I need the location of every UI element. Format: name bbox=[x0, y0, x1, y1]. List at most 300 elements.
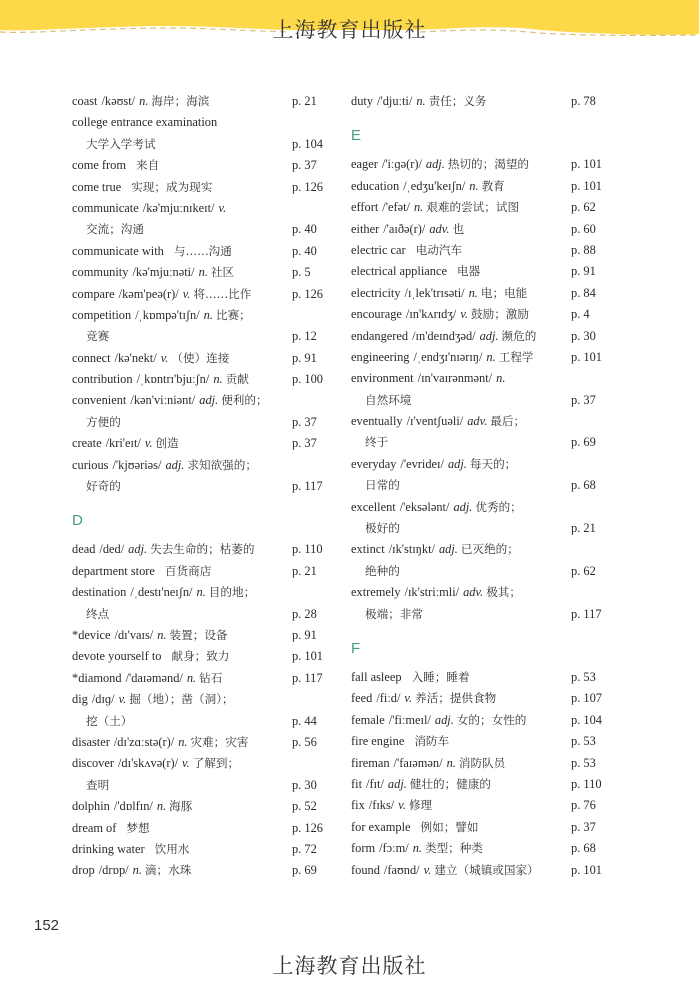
entry-meaning: 养活；提供食物 bbox=[415, 691, 497, 706]
entry-pos: adj. bbox=[479, 328, 499, 343]
entry-pos: v. bbox=[160, 350, 169, 365]
entry-ipa: /dɪ'vaɪs/ bbox=[114, 627, 154, 642]
entry-ipa: /'dɒlfɪn/ bbox=[113, 799, 153, 814]
entry-page: p. 53 bbox=[571, 669, 596, 684]
entry-page: p. 12 bbox=[292, 329, 317, 344]
entry-meaning: 艰难的尝试；试图 bbox=[426, 200, 520, 215]
entry-meaning-cont: 方便的 bbox=[86, 414, 121, 429]
entry-ipa: /'djuːti/ bbox=[377, 94, 413, 108]
entry-word: encourage bbox=[351, 307, 402, 322]
entry-pos: n. bbox=[203, 307, 213, 322]
entry-meaning: 百货商店 bbox=[164, 563, 212, 578]
entry-meaning: 交流；沟通 bbox=[86, 222, 144, 237]
entry-page: p. 117 bbox=[292, 670, 323, 685]
entry-word: extinct bbox=[351, 542, 385, 557]
entry-pos: v. bbox=[118, 692, 127, 707]
entry-word: competition bbox=[72, 307, 132, 322]
entry-word: electrical appliance bbox=[351, 264, 447, 279]
glossary-entry bbox=[72, 348, 337, 369]
section-heading-e: E bbox=[351, 127, 362, 145]
entry-page: p. 101 bbox=[571, 349, 602, 364]
glossary-entry bbox=[72, 818, 337, 839]
entry-word: fireman bbox=[351, 755, 390, 770]
entry-page: p. 101 bbox=[292, 649, 323, 664]
entry-pos: n. bbox=[186, 670, 197, 685]
page-number: 152 bbox=[34, 917, 60, 934]
entry-meaning: 滴；水珠 bbox=[144, 863, 192, 878]
entry-pos: n. bbox=[468, 285, 478, 300]
entry-page: p. 53 bbox=[571, 755, 596, 770]
entry-ipa: /ɪ'ventʃuəli/ bbox=[406, 414, 464, 429]
entry-pos: n. bbox=[196, 585, 206, 600]
glossary-entry bbox=[72, 668, 337, 689]
entry-meaning: 海豚 bbox=[169, 799, 193, 814]
entry-page: p. 30 bbox=[571, 328, 596, 343]
entry-meaning: 创造 bbox=[155, 436, 179, 451]
entry-pos: v. bbox=[144, 436, 153, 451]
entry-word: destination bbox=[72, 585, 127, 600]
glossary-entry bbox=[72, 582, 337, 625]
entry-page: p. 126 bbox=[292, 286, 323, 301]
entry-page: p. 21 bbox=[292, 563, 317, 578]
entry-meaning: 求知欲强的； bbox=[187, 457, 257, 472]
entry-pos: adj. bbox=[199, 393, 219, 408]
entry-word: electricity bbox=[351, 285, 401, 300]
entry-pos: n. bbox=[446, 755, 456, 770]
entry-page: p. 84 bbox=[571, 285, 596, 300]
entry-word: dead bbox=[72, 542, 96, 557]
entry-word: create bbox=[72, 436, 102, 451]
entry-word: form bbox=[351, 841, 376, 856]
glossary-entry bbox=[72, 305, 337, 348]
entry-word: either bbox=[351, 221, 380, 236]
entry-meaning: 女的；女性的 bbox=[456, 712, 527, 727]
entry-ipa: /ɪk'striːmli/ bbox=[404, 585, 460, 600]
entry-page: p. 68 bbox=[571, 478, 596, 493]
entry-meaning: 社区 bbox=[210, 265, 235, 280]
entry-meaning-cont: 终点 bbox=[86, 606, 110, 621]
glossary-entry bbox=[351, 539, 621, 582]
glossary-entry bbox=[72, 689, 337, 732]
entry-meaning-cont: 竞赛 bbox=[86, 329, 110, 344]
glossary-entry bbox=[351, 219, 621, 240]
entry-ipa: /'kjʊəriəs/ bbox=[112, 457, 162, 472]
entry-pos: adj. bbox=[128, 542, 148, 557]
entry-ipa: /dɪ'zɑːstə(r)/ bbox=[113, 734, 175, 749]
entry-meaning: 优秀的； bbox=[475, 499, 522, 514]
entry-word: effort bbox=[351, 200, 379, 215]
glossary-entry bbox=[351, 731, 621, 752]
entry-page: p. 37 bbox=[292, 436, 317, 451]
entry-word: contribution bbox=[72, 372, 133, 387]
entry-word: fall asleep bbox=[351, 669, 402, 684]
entry-page: p. 101 bbox=[571, 178, 602, 193]
entry-pos: v. bbox=[398, 798, 406, 813]
entry-page: p. 37 bbox=[292, 414, 317, 429]
entry-ipa: /ɪn'kʌrɪdʒ/ bbox=[405, 307, 457, 322]
entry-word: environment bbox=[351, 371, 414, 386]
entry-pos: n. bbox=[139, 94, 149, 108]
entry-pos: adj. bbox=[387, 776, 407, 791]
entry-page: p. 62 bbox=[571, 563, 596, 578]
section-heading-d: D bbox=[72, 512, 83, 530]
entry-meaning: 比赛； bbox=[215, 307, 251, 322]
glossary-entry bbox=[72, 455, 337, 498]
entry-word: engineering bbox=[351, 349, 410, 364]
entry-meaning: 贡献 bbox=[225, 372, 249, 387]
entry-page: p. 104 bbox=[292, 136, 323, 151]
glossary-entry bbox=[72, 646, 337, 667]
entry-word: extremely bbox=[351, 585, 401, 600]
entry-pos: v. bbox=[404, 691, 413, 706]
entry-meaning: （使）连接 bbox=[171, 350, 230, 365]
glossary-entry bbox=[72, 839, 337, 860]
glossary-entry bbox=[72, 262, 337, 283]
entry-ipa: /'fiːmeɪl/ bbox=[388, 712, 431, 727]
entry-meaning: 来自 bbox=[136, 158, 160, 173]
entry-meaning: 饮用水 bbox=[154, 841, 190, 856]
entry-page: p. 44 bbox=[292, 713, 317, 728]
glossary-entry bbox=[351, 454, 621, 497]
entry-ipa: /ˌendʒɪ'nɪərɪŋ/ bbox=[413, 349, 483, 364]
glossary-entry bbox=[351, 197, 621, 218]
entry-word: come true bbox=[72, 179, 122, 194]
entry-pos: n. bbox=[132, 863, 142, 878]
glossary-entry bbox=[351, 667, 621, 688]
entry-page: p. 117 bbox=[571, 606, 602, 621]
entry-ipa: /kə'nekt/ bbox=[114, 350, 157, 365]
entry-page: p. 110 bbox=[292, 542, 323, 557]
glossary-entry bbox=[72, 860, 337, 881]
glossary-entry bbox=[351, 326, 621, 347]
glossary-entry bbox=[351, 176, 621, 197]
entry-word: devote yourself to bbox=[72, 649, 162, 664]
entry-page: p. 126 bbox=[292, 820, 323, 835]
entry-page: p. 60 bbox=[571, 221, 596, 236]
entry-word: fix bbox=[351, 798, 365, 813]
entry-ipa: /ˌkɒmpə'tɪʃn/ bbox=[135, 307, 200, 322]
entry-word: eager bbox=[351, 157, 378, 172]
glossary-entry bbox=[72, 561, 337, 582]
entry-ipa: /'iːɡə(r)/ bbox=[381, 157, 422, 172]
entry-word: disaster bbox=[72, 734, 110, 749]
entry-meaning-cont: 挖（土） bbox=[86, 713, 133, 728]
entry-word: found bbox=[351, 862, 380, 877]
entry-pos: n. bbox=[413, 200, 424, 215]
entry-ipa: /kəʊst/ bbox=[101, 94, 136, 108]
entry-meaning: 灾难；灾害 bbox=[190, 734, 249, 749]
entry-pos: n. bbox=[156, 799, 167, 814]
entry-page: p. 104 bbox=[571, 712, 602, 727]
glossary-entry bbox=[72, 539, 337, 560]
entry-pos: n. bbox=[496, 371, 506, 386]
glossary-entry bbox=[72, 112, 337, 155]
entry-word: dolphin bbox=[72, 799, 110, 814]
entry-meaning: 消防队员 bbox=[458, 755, 506, 770]
entry-ipa: /fɪks/ bbox=[368, 798, 395, 813]
glossary-entry bbox=[351, 860, 621, 881]
entry-meaning-cont: 极好的 bbox=[365, 521, 400, 536]
glossary-entry bbox=[351, 368, 621, 411]
entry-meaning: 濒危的 bbox=[501, 328, 537, 343]
publisher-watermark-bottom: 上海教育出版社 bbox=[272, 954, 427, 978]
entry-word: everyday bbox=[351, 456, 397, 471]
entry-word: *diamond bbox=[72, 670, 122, 685]
entry-page: p. 56 bbox=[292, 734, 317, 749]
entry-word: discover bbox=[72, 756, 114, 771]
entry-word: department store bbox=[72, 563, 155, 578]
entry-ipa: /fɔːm/ bbox=[379, 841, 409, 856]
section-heading-f: F bbox=[351, 639, 361, 657]
entry-ipa: /ɪn'vaɪrənmənt/ bbox=[417, 371, 493, 386]
entry-ipa: /ɪk'stɪŋkt/ bbox=[388, 542, 435, 557]
entry-ipa: /'evrideɪ/ bbox=[400, 456, 444, 471]
entry-page: p. 5 bbox=[292, 265, 311, 280]
glossary-entry bbox=[72, 284, 337, 305]
entry-meaning: 自然环境 bbox=[365, 392, 412, 407]
entry-word: connect bbox=[72, 350, 111, 365]
entry-page: p. 88 bbox=[571, 242, 596, 257]
entry-meaning: 装置；设备 bbox=[169, 627, 228, 642]
entry-word: communicate with bbox=[72, 243, 164, 258]
entry-meaning: 类型；种类 bbox=[424, 841, 483, 856]
entry-page: p. 72 bbox=[292, 841, 317, 856]
entry-meaning: 极其； bbox=[486, 585, 521, 600]
entry-ipa: /ˌedʒu'keɪʃn/ bbox=[403, 178, 466, 193]
entry-meaning: 电；电能 bbox=[480, 285, 528, 300]
entry-meaning: 例如；譬如 bbox=[420, 819, 479, 834]
glossary-entry bbox=[351, 753, 621, 774]
entry-page: p. 21 bbox=[571, 521, 596, 536]
entry-page: p. 69 bbox=[292, 863, 317, 878]
entry-word: college entrance examination bbox=[72, 115, 218, 130]
entry-page: p. 69 bbox=[571, 435, 596, 450]
glossary-entry bbox=[72, 433, 337, 454]
entry-word: duty bbox=[351, 94, 374, 108]
entry-meaning-cont: 终于 bbox=[365, 435, 389, 450]
entry-word: female bbox=[351, 712, 385, 727]
glossary-entry bbox=[72, 390, 337, 433]
entry-word: dream of bbox=[72, 820, 117, 835]
entry-word: communicate bbox=[72, 200, 139, 215]
entry-meaning: 电动汽车 bbox=[415, 242, 463, 257]
entry-ipa: /'daɪəmənd/ bbox=[125, 670, 183, 685]
entry-word: curious bbox=[72, 457, 109, 472]
entry-word: eventually bbox=[351, 414, 403, 429]
entry-pos: adj. bbox=[438, 542, 458, 557]
entry-meaning: 失去生命的；枯萎的 bbox=[150, 542, 255, 557]
entry-meaning: 便利的； bbox=[221, 393, 268, 408]
entry-pos: adj. bbox=[165, 457, 185, 472]
glossary-entry bbox=[351, 304, 621, 325]
entry-pos: n. bbox=[157, 627, 167, 642]
glossary-entry bbox=[351, 154, 621, 175]
entry-ipa: /ˌkɒntrɪ'bjuːʃn/ bbox=[136, 372, 210, 387]
entry-meaning: 目的地； bbox=[208, 585, 256, 600]
entry-word: come from bbox=[72, 158, 127, 173]
entry-page: p. 30 bbox=[292, 777, 317, 792]
entry-meaning: 电器 bbox=[456, 264, 481, 279]
entry-meaning: 与……沟通 bbox=[173, 243, 232, 258]
entry-meaning: 大学入学考试 bbox=[86, 136, 156, 151]
entry-word: coast bbox=[72, 94, 98, 108]
entry-pos: n. bbox=[486, 349, 496, 364]
entry-word: drop bbox=[72, 863, 95, 878]
entry-meaning: 已灭绝的； bbox=[460, 542, 519, 557]
entry-pos: n. bbox=[178, 734, 188, 749]
glossary-entry bbox=[351, 838, 621, 859]
entry-pos: adv. bbox=[429, 221, 450, 236]
entry-ipa: /'efət/ bbox=[382, 200, 410, 215]
entry-page: p. 53 bbox=[571, 734, 596, 749]
glossary-entry bbox=[351, 283, 621, 304]
entry-meaning: 鼓励；激励 bbox=[471, 307, 529, 322]
entry-ipa: /'eksələnt/ bbox=[399, 499, 450, 514]
entry-meaning: 建立（城镇或国家） bbox=[434, 862, 539, 877]
entry-ipa: /'aɪðə(r)/ bbox=[383, 221, 426, 236]
entry-pos: n. bbox=[412, 841, 422, 856]
entry-meaning-cont: 好奇的 bbox=[86, 479, 121, 494]
glossary-entry bbox=[351, 774, 621, 795]
entry-ipa: /'faɪəmən/ bbox=[393, 755, 443, 770]
entry-ipa: /fɪt/ bbox=[366, 776, 384, 791]
entry-page: p. 37 bbox=[292, 158, 317, 173]
entry-meaning: 教育 bbox=[481, 178, 505, 193]
glossary-entry bbox=[351, 261, 621, 282]
glossary-right-column bbox=[351, 91, 621, 881]
entry-pos: adj. bbox=[434, 712, 454, 727]
entry-meaning-cont: 极端；非常 bbox=[365, 606, 423, 621]
entry-ipa: /ɪˌlek'trɪsəti/ bbox=[404, 285, 465, 300]
entry-word: for example bbox=[351, 819, 411, 834]
glossary-left-column bbox=[72, 91, 337, 882]
entry-page: p. 37 bbox=[571, 819, 596, 834]
entry-ipa: /kə'mjuːnəti/ bbox=[132, 265, 195, 280]
entry-pos: n. bbox=[416, 94, 426, 108]
entry-word: *device bbox=[72, 627, 111, 642]
entry-word: excellent bbox=[351, 499, 396, 514]
glossary-entry bbox=[351, 240, 621, 261]
glossary-entry bbox=[72, 177, 337, 198]
entry-page: p. 110 bbox=[571, 776, 602, 791]
entry-meaning: 将……比作 bbox=[193, 286, 252, 301]
glossary-entry bbox=[72, 732, 337, 753]
entry-meaning: 最后； bbox=[490, 414, 526, 429]
glossary-entry bbox=[351, 91, 621, 112]
entry-page: p. 101 bbox=[571, 157, 602, 172]
glossary-entry bbox=[72, 369, 337, 390]
publisher-watermark-top: 上海教育出版社 bbox=[272, 18, 427, 42]
glossary-entry bbox=[72, 753, 337, 796]
entry-meaning: 梦想 bbox=[126, 820, 150, 835]
entry-ipa: /fiːd/ bbox=[376, 691, 401, 706]
entry-word: dig bbox=[72, 692, 88, 707]
entry-pos: adj. bbox=[425, 157, 445, 172]
entry-word: fit bbox=[351, 776, 363, 791]
entry-meaning: 掘（地）；凿（洞）； bbox=[129, 692, 234, 707]
entry-pos: n. bbox=[213, 372, 223, 387]
entry-page: p. 91 bbox=[292, 627, 317, 642]
entry-pos: adv. bbox=[467, 414, 488, 429]
glossary-entry bbox=[351, 347, 621, 368]
entry-ipa: /ded/ bbox=[99, 542, 125, 557]
entry-ipa: /dɪɡ/ bbox=[91, 692, 115, 707]
entry-ipa: /kri'eɪt/ bbox=[105, 436, 141, 451]
entry-word: feed bbox=[351, 691, 373, 706]
entry-word: endangered bbox=[351, 328, 409, 343]
entry-page: p. 126 bbox=[292, 179, 323, 194]
entry-page: p. 78 bbox=[571, 94, 596, 108]
glossary-entry bbox=[351, 710, 621, 731]
entry-pos: adj. bbox=[453, 499, 473, 514]
entry-ipa: /ˌdestɪ'neɪʃn/ bbox=[130, 585, 193, 600]
entry-word: drinking water bbox=[72, 841, 145, 856]
glossary-entry bbox=[351, 582, 621, 625]
entry-pos: v. bbox=[182, 286, 191, 301]
entry-ipa: /kə'mjuːnɪkeɪt/ bbox=[142, 200, 215, 215]
entry-meaning: 入睡；睡着 bbox=[411, 669, 470, 684]
entry-page: p. 21 bbox=[292, 94, 317, 108]
entry-ipa: /faʊnd/ bbox=[383, 862, 420, 877]
entry-page: p. 100 bbox=[292, 372, 323, 387]
entry-meaning: 消防车 bbox=[414, 734, 450, 749]
entry-ipa: /ɪn'deɪndʒəd/ bbox=[412, 328, 476, 343]
entry-page: p. 91 bbox=[292, 350, 317, 365]
entry-page: p. 62 bbox=[571, 200, 596, 215]
entry-page: p. 40 bbox=[292, 243, 317, 258]
glossary-entry bbox=[72, 625, 337, 646]
entry-page: p. 117 bbox=[292, 479, 323, 494]
entry-page: p. 4 bbox=[571, 307, 590, 322]
glossary-entry bbox=[351, 795, 621, 816]
glossary-entry bbox=[72, 91, 337, 112]
entry-word: compare bbox=[72, 286, 115, 301]
glossary-entry bbox=[72, 198, 337, 241]
entry-word: electric car bbox=[351, 242, 406, 257]
entry-page: p. 101 bbox=[571, 862, 602, 877]
entry-meaning: 健壮的；健康的 bbox=[409, 776, 492, 791]
entry-meaning: 修理 bbox=[408, 798, 433, 813]
entry-pos: n. bbox=[198, 265, 208, 280]
entry-page: p. 52 bbox=[292, 799, 317, 814]
entry-ipa: /drɒp/ bbox=[98, 863, 129, 878]
entry-meaning: 钻石 bbox=[199, 670, 223, 685]
entry-meaning: 海岸；海滨 bbox=[151, 94, 210, 108]
glossary-entry bbox=[72, 155, 337, 176]
entry-pos: n. bbox=[469, 178, 479, 193]
entry-meaning: 热切的；渴望的 bbox=[447, 157, 530, 172]
entry-ipa: /dɪ'skʌvə(r)/ bbox=[117, 756, 179, 771]
entry-pos: adj. bbox=[447, 456, 467, 471]
entry-pos: adv. bbox=[463, 585, 484, 600]
entry-word: education bbox=[351, 178, 400, 193]
entry-meaning: 献身；致力 bbox=[171, 649, 230, 664]
entry-meaning-cont: 日常的 bbox=[365, 478, 400, 493]
entry-page: p. 40 bbox=[292, 222, 317, 237]
entry-meaning: 实现；成为现实 bbox=[131, 179, 213, 194]
entry-pos: v. bbox=[460, 307, 469, 322]
entry-meaning-cont: 查明 bbox=[86, 777, 110, 792]
glossary-entry bbox=[351, 411, 621, 454]
glossary-entry bbox=[351, 497, 621, 540]
entry-meaning: 责任；义务 bbox=[428, 94, 487, 108]
entry-page: p. 37 bbox=[571, 392, 596, 407]
entry-page: p. 91 bbox=[571, 264, 596, 279]
entry-pos: v. bbox=[218, 200, 227, 215]
glossary-entry bbox=[72, 796, 337, 817]
entry-word: community bbox=[72, 265, 129, 280]
glossary-entry bbox=[351, 817, 621, 838]
